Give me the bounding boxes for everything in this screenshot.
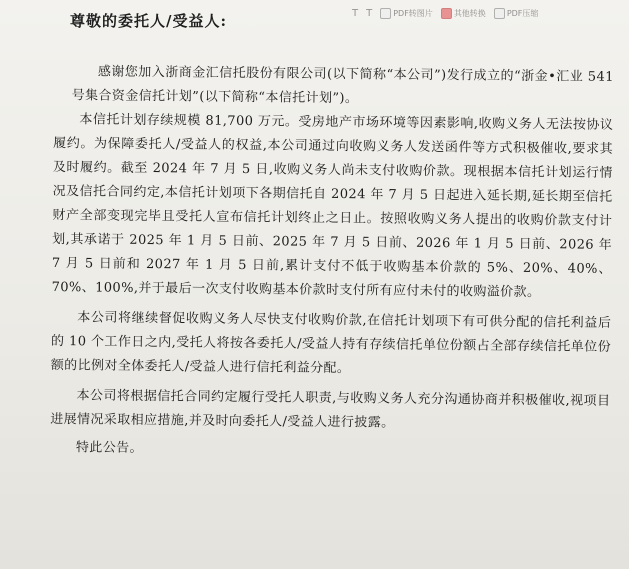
compress-icon [494,8,505,19]
text-tool[interactable] [352,8,358,19]
text-icon: T [352,7,359,19]
convert-icon [441,8,452,19]
paragraph-distribution: 本公司将继续督促收购义务人尽快支付收购价款,在信托计划项下有可供分配的信托利益后的 10 个工作日之内,受托人将按各委托人/受益人持有存续信托单位份额占全部存续信托单位份额的比例对全体委托人/受益人进行信托利益分配。 [50,310,612,377]
other-convert-button[interactable]: 其他转换 [441,8,486,19]
pdf-compress-button[interactable]: PDF压缩 [494,8,539,19]
text-icon: T [366,7,373,19]
background-toolbar [352,0,629,26]
salutation: 尊敬的委托人/受益人: [70,12,228,30]
pdf-to-image-button[interactable]: PDF转图片 [380,8,433,19]
paragraph-intro: 感谢您加入浙商金汇信托股份有限公司(以下简称“本公司”)发行成立的“浙金•汇业 541 号集合资金信托计划”(以下简称“本信托计划”)。 [71,64,614,107]
pdf-icon [380,8,391,19]
paragraph-duties: 本公司将根据信托合同约定履行受托人职责,与收购义务人充分沟通协商并积极催收,视项目进展情况采取相应措施,并及时向委托人/受益人进行披露。 [50,388,611,431]
closing-line: 特此公告。 [75,440,144,456]
paragraph-status: 本信托计划存续规模 81,700 万元。受房地产市场环境等因素影响,收购义务人无法按协议履约。为保障委托人/受益人的权益,本公司通过向收购义务人发送函件等方式积极催收,要求其及时履约。截至 2024 年 7 月 5 日,收购义务人尚未支付收购价款。现根据本信托计划运行情况及信托合同约定,本信托计划项下各期信托自 2024 年 7 月 5 日起进入延长期,延长期至信托财产全部变现完毕且受托人宣布信托计划终止之日止。按照收购义务人提出的收购价款支付计划,其承诺于 2025 年 1 月 5 日前、2025 年 7 月 5 日前、2026 年 1 月 5 日前、2026 年 7 月 5 日前和 2027 年 1 月 5 日前,累计支付不低于收购基本价款的 5%、20%、40%、70%、100%,并于最后一次支付收购基本价款时支付所有应付未付的收购溢价款。 [51,112,614,301]
text-tool-alt[interactable] [366,8,372,19]
document-body [50,60,614,466]
